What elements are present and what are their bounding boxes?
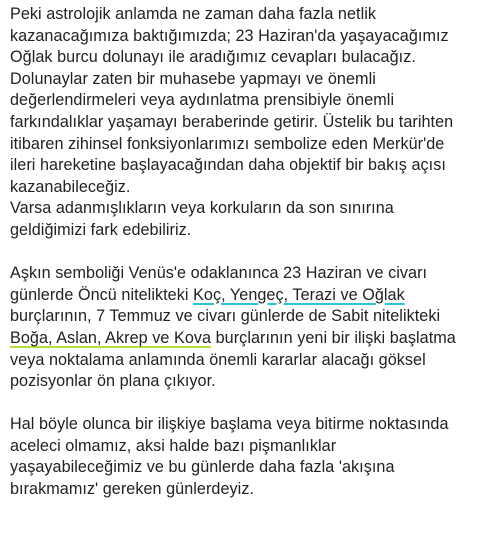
paragraph-venus	[10, 263, 494, 393]
paragraph-gap	[10, 393, 494, 415]
paragraph-venus-text-2: burçlarının, 7 Temmuz ve civarı günlerde de Sabit nitelikteki	[10, 307, 441, 326]
fixed-signs-highlight: Boğa, Aslan, Akrep ve Kova	[10, 328, 212, 347]
paragraph-gap	[10, 242, 494, 264]
cardinal-signs-highlight: Koç, Yengeç, Terazi ve Oğlak	[193, 285, 405, 304]
paragraph-full-moon: Peki astrolojik anlamda ne zaman daha fazla netlik kazanacağımıza baktığımızda; 23 Haziran'da yaşayacağımız Oğlak burcu dolunayı ile aradığımız cevapları bulacağız. Dolunaylar zaten bir muhasebe yapmayı ve önemli değerlendirmeleri veya aydınlatma prensibiyle önemli farkındalıklar yaşamayı beraberinde getirir. Üstelik bu tarihten itibaren zihinsel fonksiyonlarımızı sembolize eden Merkür'de ileri hareketine başlayacağından daha objektif bir bakış açısı kazanabileceğiz. Varsa adanmışlıkların veya korkuların da son sınırına geldiğimizi fark edebiliriz.	[10, 5, 454, 239]
paragraph-venus-text-1: Aşkın semboliği Venüs'e odaklanınca 23 Haziran ve civarı günlerde Öncü nitelikteki	[10, 264, 428, 304]
paragraph-venus-text-3: burçlarının yeni bir ilişki başlatma veya noktalama anlamında önemli kararlar alacağı göksel pozisyonlar ön plana çıkıyor.	[10, 328, 456, 391]
paragraph-advice: Hal böyle olunca bir ilişkiye başlama veya bitirme noktasında aceleci olmamız, aksi halde bazı pişmanlıklar yaşayabileceğimiz ve bu günlerde daha fazla 'akışına bırakmamız' gereken günlerdeyiz.	[10, 415, 449, 499]
article-body	[10, 4, 494, 501]
